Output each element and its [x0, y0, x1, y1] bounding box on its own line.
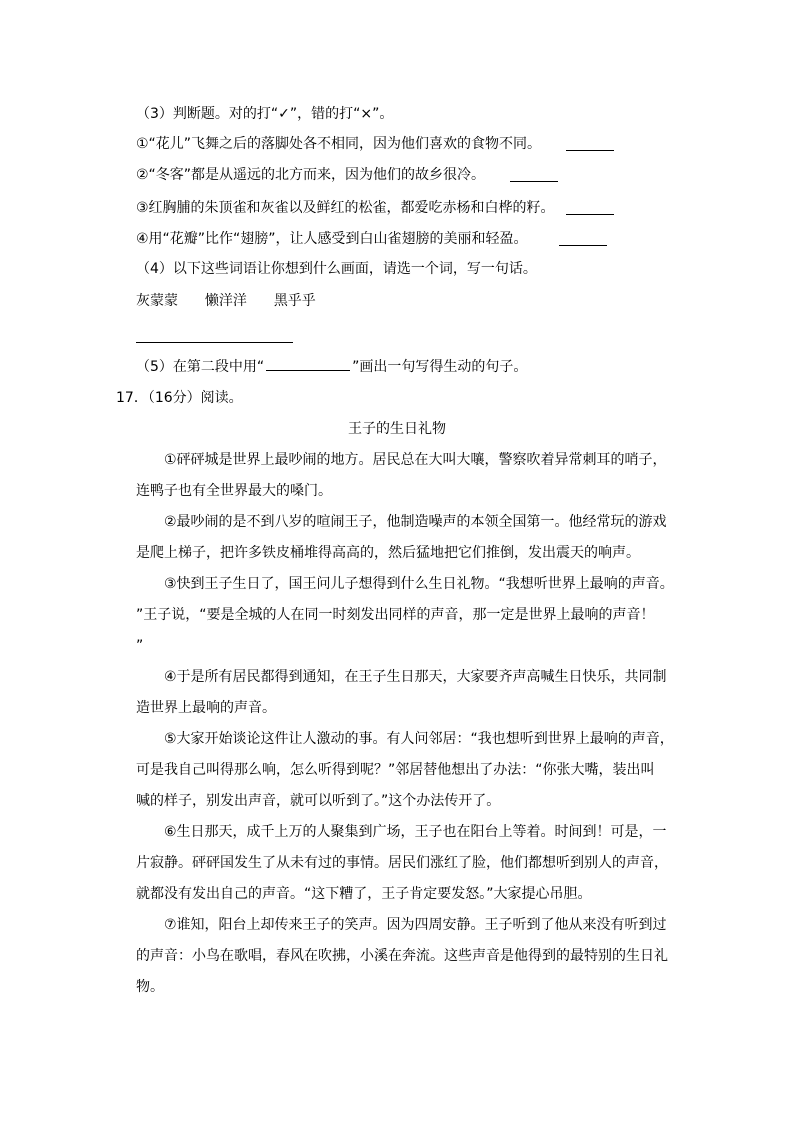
- q5-instruction: [136, 356, 527, 377]
- passage-line: ④于是所有居民都得到通知，在王子生日那天，大家要齐声高喊生日快乐，共同制: [164, 669, 667, 685]
- passage-line: 的声音：小鸟在歌唱，春风在吹拂，小溪在奔流。这些声音是他得到的最特别的生日礼: [136, 948, 668, 964]
- q3-item-4: [136, 229, 528, 249]
- passage-line: ①砰砰城是世界上最吵闹的地方。居民总在大叫大嚷，警察吹着异常刺耳的哨子，: [164, 452, 667, 468]
- q4-word-1: 灰蒙蒙: [136, 293, 178, 309]
- q3-item-1: [136, 134, 541, 154]
- passage-line: ⑥生日那天，成千上万的人聚集到广场，王子也在阳台上等着。时间到！可是，一: [164, 824, 667, 840]
- q5-underline-sample: [266, 356, 350, 371]
- passage-line: 可是我自己叫得那么响，怎么听得到呢？”邻居替他想出了办法：“你张大嘴，装出叫: [136, 762, 655, 778]
- passage-line: ③快到王子生日了，国王问儿子想得到什么生日礼物。“我想听世界上最响的声音。: [164, 576, 674, 592]
- passage-title: 王子的生日礼物: [348, 421, 446, 437]
- passage-line: ”王子说，“要是全城的人在同一时刻发出同样的声音，那一定是世界上最响的声音！: [136, 607, 655, 623]
- q5-prefix: （5）在第二段中用“: [136, 359, 265, 375]
- q3-answer-blank-4[interactable]: [559, 231, 607, 246]
- q17-heading: 17．（16分）阅读。: [116, 390, 243, 406]
- q4-word-3: 黑乎乎: [273, 293, 316, 309]
- q4-word-2: 懒洋洋: [204, 293, 247, 309]
- passage-line: 就都没有发出自己的声音。“这下糟了，王子肯定要发怒。”大家提心吊胆。: [136, 886, 592, 902]
- passage-line: 连鸭子也有全世界最大的嗓门。: [136, 483, 332, 499]
- q3-answer-blank-3[interactable]: [566, 200, 614, 215]
- passage-line: 造世界上最响的声音。: [136, 700, 276, 716]
- q3-item-2-text: ②“冬客”都是从遥远的北方而来，因为他们的故乡很冷。: [136, 167, 486, 183]
- passage-line: 物。: [136, 979, 164, 995]
- passage-line: ②最吵闹的是不到八岁的喧闹王子，他制造噪声的本领全国第一。他经常玩的游戏: [164, 514, 667, 530]
- passage-line: 片寂静。砰砰国发生了从未有过的事情。居民们涨红了脸，他们都想听到别人的声音，: [136, 855, 668, 871]
- passage-line: ⑦谁知，阳台上却传来王子的笑声。因为四周安静。王子听到了他从来没有听到过: [164, 917, 667, 933]
- q3-heading: （3）判断题。对的打“✓”，错的打“×”。: [136, 106, 394, 122]
- q3-item-2: [136, 165, 485, 185]
- q4-answer-line[interactable]: [136, 342, 293, 343]
- passage-line: 是爬上梯子，把许多铁皮桶堆得高高的，然后猛地把它们推倒，发出震天的响声。: [136, 545, 640, 561]
- q3-item-4-text: ④用“花瓣”比作“翅膀”，让人感受到白山雀翅膀的美丽和轻盈。: [136, 231, 528, 247]
- q3-item-3-text: ③红胸脯的朱顶雀和灰雀以及鲜红的松雀，都爱吃赤杨和白桦的籽。: [136, 200, 555, 216]
- q4-heading: （4）以下这些词语让你想到什么画面，请选一个词，写一句话。: [136, 261, 537, 277]
- q5-suffix: ”画出一句写得生动的句子。: [352, 359, 528, 375]
- q3-answer-blank-1[interactable]: [566, 136, 614, 151]
- q4-words: [136, 291, 316, 311]
- q3-item-3: [136, 198, 555, 218]
- passage-line: ⑤大家开始谈论这件让人激动的事。有人问邻居：“我也想听到世界上最响的声音，: [164, 731, 674, 747]
- q3-item-1-text: ①“花儿”飞舞之后的落脚处各不相同，因为他们喜欢的食物不同。: [136, 136, 542, 152]
- q3-answer-blank-2[interactable]: [510, 167, 558, 182]
- passage-line: ”: [136, 638, 144, 654]
- passage-line: 喊的样子，别发出声音，就可以听到了。”这个办法传开了。: [136, 793, 501, 809]
